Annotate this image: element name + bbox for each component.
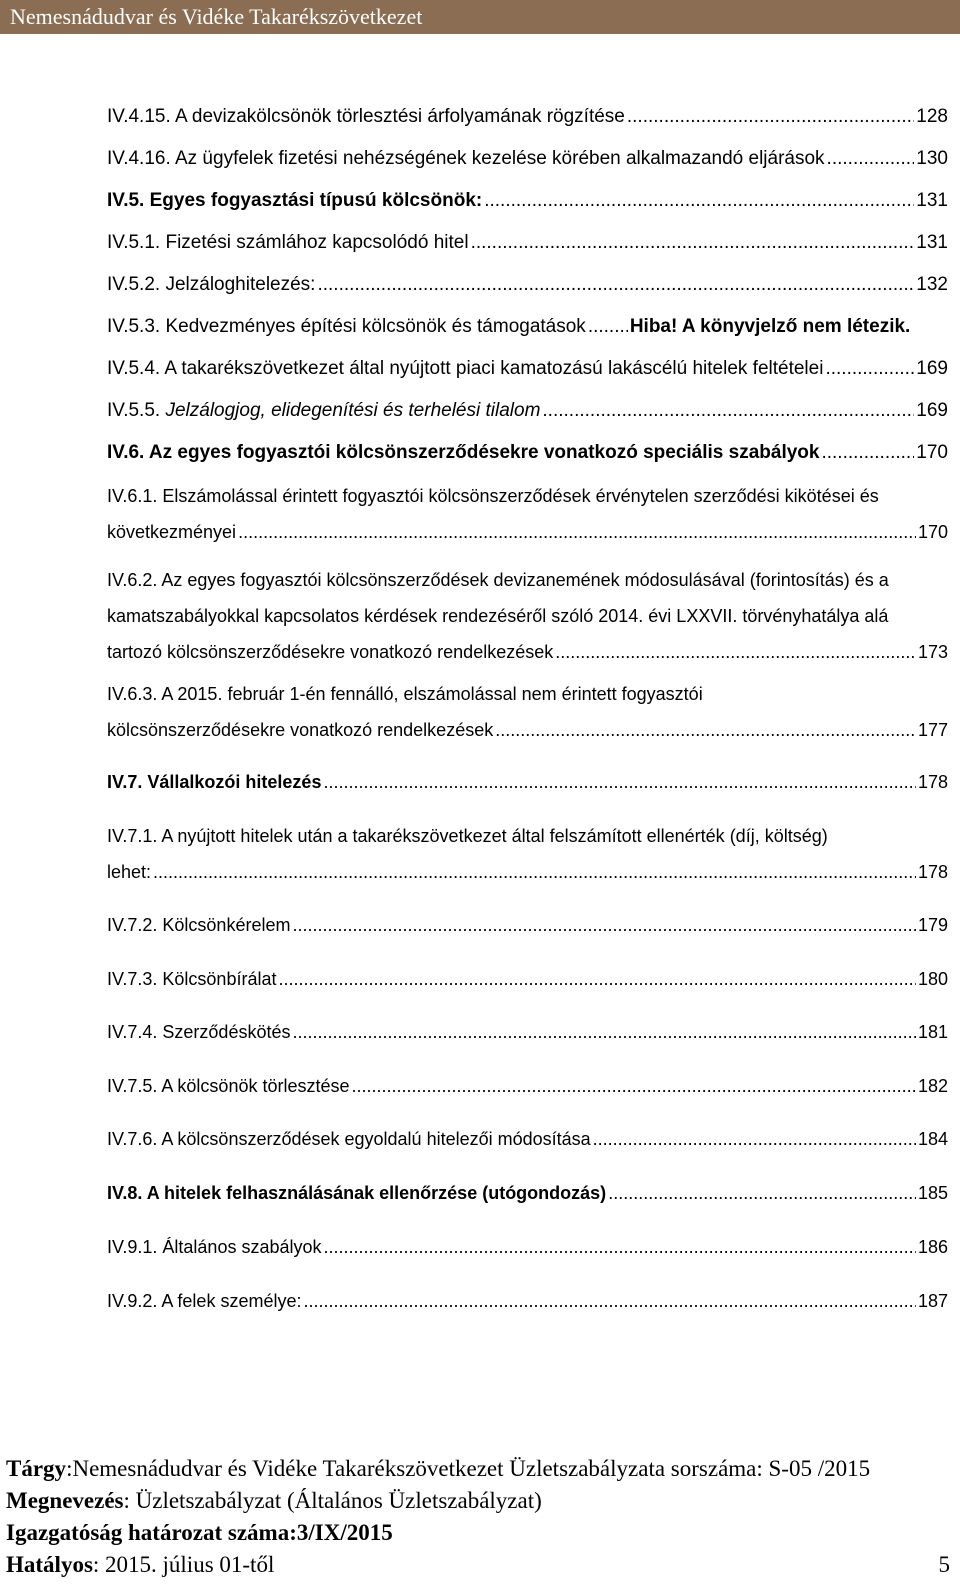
toc-page-number: 170 [917,522,948,542]
toc-title: Általános szabályok [162,1237,322,1257]
toc-leader [324,1229,916,1265]
toc-entry[interactable] [107,562,948,670]
toc-title: A hitelek felhasználásának ellenőrzése (utógondozás) [146,1183,607,1203]
toc-title: Az ügyfelek fizetési nehézségének kezelése körében alkalmazandó eljárások [174,148,825,169]
toc-leader [821,435,914,471]
toc-leader [827,141,915,177]
toc-entry[interactable] [107,764,948,800]
toc-leader [278,961,915,997]
toc-page-number: 170 [916,442,948,463]
toc-title: Jelzáloghitelezés: [165,274,316,295]
toc-leader [542,393,914,429]
toc-title: A kölcsönök törlesztése [161,1076,350,1096]
page-number: 5 [938,1552,950,1577]
toc-leader [825,351,914,387]
toc-title-line: IV.6.3. A 2015. február 1-én fennálló, elszámolással nem érintett fogyasztói [107,684,703,704]
toc-page-number: 169 [916,400,948,421]
toc-number: IV.5.3. [107,316,161,337]
toc-title-line: tartozó kölcsönszerződésekre vonatkozó rendelkezések [107,642,554,662]
footer-name-label: Megnevezés [6,1488,124,1513]
toc-page-number: 180 [917,969,948,989]
footer-decision-label: Igazgatóság határozat száma [6,1520,290,1545]
toc-leader [593,1121,916,1157]
footer-effective-line [6,1549,950,1581]
toc-title: Szerződéskötés [162,1022,291,1042]
toc-title-line: IV.6.1. Elszámolással érintett fogyasztói kölcsönszerződések érvénytelen szerződési kikötései és [107,486,879,506]
toc-number: IV.4.16. [107,148,171,169]
footer-name-line [6,1485,950,1517]
toc-entry[interactable] [107,1121,948,1157]
toc-entry[interactable] [107,1014,948,1050]
footer-subject-line [6,1453,950,1485]
toc-number: IV.7.2. [107,915,158,935]
toc-title-line: kamatszabályokkal kapcsolatos kérdések rendezéséről szóló 2014. évi LXXVII. törvényhatálya alá [107,606,889,626]
toc-title-line: következményei [107,522,237,542]
toc-entry[interactable] [107,309,948,345]
toc-entry[interactable] [107,907,948,943]
toc-leader [317,267,914,303]
toc-leader [608,1175,916,1211]
document-header [0,0,960,34]
toc-number: IV.7.3. [107,969,158,989]
toc-title: Jelzálogjog, elidegenítési és terhelési tilalom [165,400,541,421]
toc-entry[interactable] [107,141,948,177]
footer-subject-label: Tárgy [6,1456,67,1481]
toc-title: A takarékszövetkezet által nyújtott piaci kamatozású lakáscélú hitelek feltételei [164,358,824,379]
toc-leader [471,225,915,261]
toc-page-number: 186 [917,1237,948,1257]
toc-entry[interactable] [107,1175,948,1211]
toc-entry[interactable] [107,225,948,261]
footer-decision-value: :3/IX/2015 [289,1520,393,1545]
toc-title: Az egyes fogyasztói kölcsönszerződésekre vonatkozó speciális szabályok [148,442,820,463]
toc-page-number: 128 [916,106,948,127]
toc-number: IV.5.4. [107,358,161,379]
toc-entry[interactable] [107,183,948,219]
toc-leader [292,907,915,943]
toc-page-number: 182 [917,1076,948,1096]
toc-leader [495,712,916,748]
toc-title: A kölcsönszerződések egyoldalú hitelezői módosítása [161,1129,591,1149]
toc-page-number: 131 [916,190,948,211]
toc-title: Kedvezményes építési kölcsönök és támogatások [165,316,586,337]
toc-entry[interactable] [107,351,948,387]
toc-leader [627,99,914,135]
toc-page-number: 169 [916,358,948,379]
toc-entry[interactable] [107,435,948,471]
toc-page-number: 131 [916,232,948,253]
toc-number: IV.7. [107,772,143,792]
toc-leader [588,309,628,345]
toc-entry[interactable] [107,1229,948,1265]
toc-number: IV.9.2. [107,1291,158,1311]
toc-number: IV.7.6. [107,1129,158,1149]
footer-subject-value: :Nemesnádudvar és Vidéke Takarékszövetkezet Üzletszabályzata sorszáma: S-05 /2015 [66,1456,871,1481]
toc-title: A devizakölcsönök törlesztési árfolyamának rögzítése [174,106,625,127]
toc-number: IV.5.5. [107,400,161,421]
toc-number: IV.4.15. [107,106,171,127]
toc-title: Egyes fogyasztási típusú kölcsönök: [149,190,483,211]
toc-number: IV.8. [107,1183,143,1203]
toc-entry[interactable] [107,478,948,550]
footer-effective-value: : 2015. július 01-től [92,1552,275,1577]
toc-entry[interactable] [107,676,948,748]
toc-page-number: 178 [917,862,948,882]
toc-page-number: 187 [917,1291,948,1311]
document-footer [6,1453,950,1581]
toc-page-number: 179 [917,915,948,935]
toc-page-number: 181 [917,1022,948,1042]
toc-title-line: lehet: [107,862,152,882]
footer-effective-label: Hatályos [6,1552,93,1577]
toc-entry[interactable] [107,1068,948,1104]
toc-number: IV.7.5. [107,1076,158,1096]
toc-page-number: 177 [917,720,948,740]
toc-page-number: 130 [916,148,948,169]
toc-title-line: IV.6.2. Az egyes fogyasztói kölcsönszerződések devizanemének módosulásával (forintosítás) és a [107,570,889,590]
toc-title-line: kölcsönszerződésekre vonatkozó rendelkezések [107,720,494,740]
footer-name-value: : Üzletszabályzat (Általános Üzletszabályzat) [123,1488,542,1513]
toc-leader [484,183,914,219]
toc-leader [555,634,916,670]
toc-leader [323,764,915,800]
toc-leader [153,854,916,890]
toc-page-number: 184 [917,1129,948,1149]
toc-title-line: IV.7.1. A nyújtott hitelek után a takarékszövetkezet által felszámított ellenérték (díj, költség) [107,826,828,846]
toc-title: Vállalkozói hitelezés [147,772,322,792]
toc-entry[interactable] [107,1283,948,1319]
header-title: Nemesnádudvar és Vidéke Takarékszövetkezet [10,4,423,29]
toc-entry[interactable] [107,818,948,890]
toc-leader [292,1014,915,1050]
toc-entry[interactable] [107,393,948,429]
footer-decision-line [6,1517,950,1549]
bookmark-error-text: Hiba! A könyvjelző nem létezik. [629,316,911,337]
toc-entry[interactable] [107,99,948,135]
toc-number: IV.6. [107,442,145,463]
toc-number: IV.5.1. [107,232,161,253]
toc-number: IV.5. [107,190,145,211]
toc-leader [238,514,916,550]
toc-number: IV.7.4. [107,1022,158,1042]
toc-leader [352,1068,916,1104]
toc-title: Kölcsönkérelem [162,915,291,935]
toc-leader [303,1283,915,1319]
toc-page-number: 185 [917,1183,948,1203]
toc-title: Kölcsönbírálat [162,969,277,989]
toc-number: IV.9.1. [107,1237,158,1257]
toc-page-number: 178 [917,772,948,792]
toc-entry[interactable] [107,267,948,303]
toc-title: Fizetési számlához kapcsolódó hitel [165,232,469,253]
toc-page-number: 173 [917,642,948,662]
toc-title: A felek személye: [161,1291,302,1311]
toc-entry[interactable] [107,961,948,997]
toc-page-number: 132 [916,274,948,295]
toc-number: IV.5.2. [107,274,161,295]
